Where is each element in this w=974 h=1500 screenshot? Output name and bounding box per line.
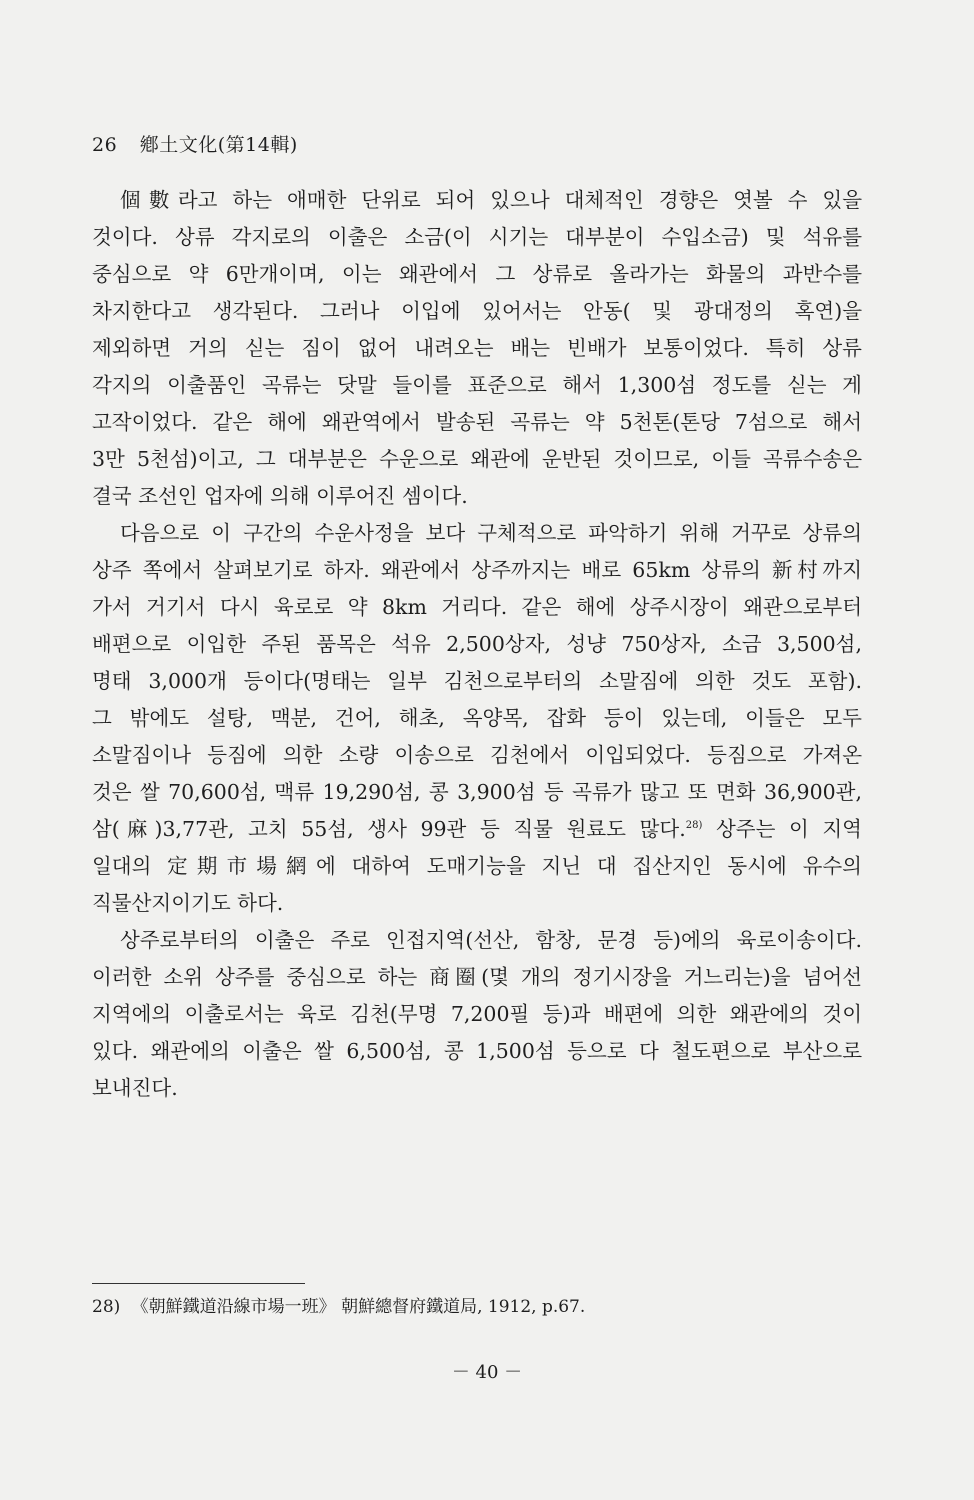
page-folio: － 40 － [451, 1362, 523, 1383]
footnote-text: 《朝鮮鐵道沿線市場一班》 朝鮮總督府鐵道局, 1912, p.67. [131, 1297, 586, 1317]
text-line: 가서 거기서 다시 육로로 약 8km 거리다. 같은 해에 상주시장이 왜관으로부터 [92, 595, 862, 619]
text-line: 제외하면 거의 싣는 짐이 없어 내려오는 배는 빈배가 보통이었다. 특히 상류 [92, 336, 862, 360]
text-line-with-footnote [92, 811, 862, 848]
text-line: 배편으로 이입한 주된 품목은 석유 2,500상자, 성냥 750상자, 소금 3,500섬, [92, 632, 862, 656]
text-line: 각지의 이출품인 곡류는 닷말 들이를 표준으로 해서 1,300섬 정도를 싣는 게 [92, 373, 862, 397]
text-line: 그 밖에도 설탕, 맥분, 건어, 해초, 옥양목, 잡화 등이 있는데, 이들은 모두 [92, 706, 862, 730]
footnote-reference[interactable]: 28) [685, 820, 703, 831]
text-line: 소말짐이나 등짐에 의한 소량 이송으로 김천에서 이입되었다. 등짐으로 가져온 [92, 743, 862, 767]
text-line: 것이다. 상류 각지로의 이출은 소금(이 시기는 대부분이 수입소금) 및 석유를 [92, 225, 862, 249]
text-line: 상주로부터의 이출은 주로 인접지역(선산, 함창, 문경 등)에의 육로이송이다. [120, 928, 862, 952]
running-header [92, 130, 298, 157]
footnote-divider [92, 1283, 305, 1284]
text-line: 결국 조선인 업자에 의해 이루어진 셈이다. [92, 484, 468, 508]
text-line: 명태 3,000개 등이다(명태는 일부 김천으로부터의 소말짐에 의한 것도 포함). [92, 669, 862, 693]
text-line: 지역에의 이출로서는 육로 김천(무명 7,200필 등)과 배편에 의한 왜관에의 것이 [92, 1002, 862, 1026]
header-page-number: 26 [92, 134, 118, 156]
text-line: 차지한다고 생각된다. 그러나 이입에 있어서는 안동( 및 광대정의 혹연)을 [92, 299, 862, 323]
line-text: 삼(麻)3,77관, 고치 55섬, 생사 99관 등 직물 원료도 많다. [92, 817, 686, 841]
journal-title: 鄕土文化(第14輯) [139, 134, 298, 156]
text-line: 상주 쪽에서 살펴보기로 하자. 왜관에서 상주까지는 배로 65km 상류의 新村까지 [92, 558, 862, 582]
line-text: 상주는 이 지역 [702, 817, 862, 841]
footnote [92, 1292, 585, 1317]
body-text [92, 182, 862, 1107]
text-line: 일대의 定期市場網에 대하여 도매기능을 지닌 대 집산지인 동시에 유수의 [92, 854, 862, 878]
text-line: 個數라고 하는 애매한 단위로 되어 있으나 대체적인 경향은 엿볼 수 있을 [120, 188, 862, 212]
text-line: 중심으로 약 6만개이며, 이는 왜관에서 그 상류로 올라가는 화물의 과반수를 [92, 262, 862, 286]
footnote-number: 28) [92, 1297, 121, 1317]
text-line: 3만 5천섬)이고, 그 대부분은 수운으로 왜관에 운반된 것이므로, 이들 곡류수송은 [92, 447, 862, 471]
text-line: 다음으로 이 구간의 수운사정을 보다 구체적으로 파악하기 위해 거꾸로 상류의 [120, 521, 862, 545]
text-line: 있다. 왜관에의 이출은 쌀 6,500섬, 콩 1,500섬 등으로 다 철도편으로 부산으로 [92, 1039, 862, 1063]
text-line: 보내진다. [92, 1076, 178, 1100]
text-line: 직물산지이기도 하다. [92, 891, 284, 915]
text-line: 고작이었다. 같은 해에 왜관역에서 발송된 곡류는 약 5천톤(톤당 7섬으로 해서 [92, 410, 862, 434]
text-line: 것은 쌀 70,600섬, 맥류 19,290섬, 콩 3,900섬 등 곡류가 많고 또 면화 36,900관, [92, 780, 862, 804]
text-line: 이러한 소위 상주를 중심으로 하는 商圈(몇 개의 정기시장을 거느리는)을 넘어선 [92, 965, 862, 989]
